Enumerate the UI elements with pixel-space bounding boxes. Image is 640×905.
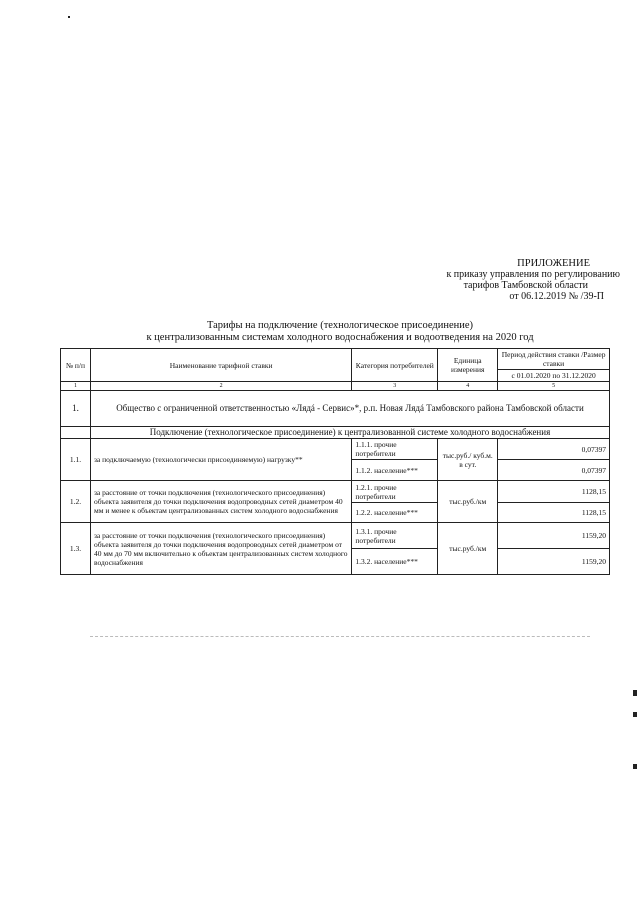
header-name: Наименование тарифной ставки (90, 349, 351, 382)
section-row (61, 427, 610, 439)
table-header-row (61, 349, 610, 370)
title-line-2: к централизованным системам холодного водоснабжения и водоотведения на 2020 год (146, 332, 534, 343)
document-title (60, 320, 620, 344)
row-number: 1.2. (61, 481, 91, 523)
header-unit: Единица измерения (438, 349, 498, 382)
col-number: 4 (438, 382, 498, 391)
scan-artifact-line (90, 636, 590, 637)
appendix-block (380, 258, 620, 302)
row-value: 0,07397 (498, 460, 610, 481)
table-row (61, 523, 610, 549)
tariff-table (60, 348, 610, 575)
row-value: 0,07397 (498, 439, 610, 460)
header-period: Период действия ставки /Размер ставки (498, 349, 610, 370)
row-value: 1128,15 (498, 481, 610, 503)
appendix-line-1: к приказу управления по регулированию (446, 269, 620, 280)
column-number-row (61, 382, 610, 391)
row-category: 1.3.1. прочие потребители (352, 523, 438, 549)
appendix-line-2: тарифов Тамбовской области (463, 280, 588, 291)
appendix-line-3: от 06.12.2019 № /39-П (509, 291, 604, 302)
org-row (61, 391, 610, 427)
scan-mark (68, 16, 70, 18)
row-category: 1.1.1. прочие потребители (352, 439, 438, 460)
row-unit: тыс.руб./км (438, 523, 498, 575)
col-number: 5 (498, 382, 610, 391)
col-number: 3 (352, 382, 438, 391)
table-row (61, 481, 610, 503)
header-period-range: с 01.01.2020 по 31.12.2020 (498, 370, 610, 382)
row-category: 1.3.2. население*** (352, 549, 438, 575)
row-value: 1159,20 (498, 523, 610, 549)
col-number: 2 (90, 382, 351, 391)
row-value: 1128,15 (498, 503, 610, 523)
table-row (61, 439, 610, 460)
row-unit: тыс.руб./ куб.м. в сут. (438, 439, 498, 481)
row-number: 1.3. (61, 523, 91, 575)
row-name: за подключаемую (технологически присоединяемую) нагрузку** (90, 439, 351, 481)
row-category: 1.1.2. население*** (352, 460, 438, 481)
header-category: Категория потребителей (352, 349, 438, 382)
org-name: Общество с ограниченной ответственностью «Лядá - Сервис»*, р.п. Новая Лядá Тамбовского района Тамбовской области (90, 391, 609, 427)
row-number: 1.1. (61, 439, 91, 481)
scan-mark (633, 690, 637, 696)
row-unit: тыс.руб./км (438, 481, 498, 523)
appendix-heading: ПРИЛОЖЕНИЕ (517, 258, 590, 269)
row-name: за расстояние от точки подключения (технологического присоединения) объекта заявителя до точки подключения водопроводных сетей диаметром 40 мм и менее к объектам централизованных систем холодного водоснабжения (90, 481, 351, 523)
header-no: № п/п (61, 349, 91, 382)
scan-mark (633, 712, 637, 717)
scan-mark (633, 764, 637, 769)
row-name: за расстояние от точки подключения (технологического присоединения) объекта заявителя до точки подключения водопроводных сетей диаметром от 40 мм до 70 мм включительно к объектам централизованных систем холодного водоснабжения (90, 523, 351, 575)
row-category: 1.2.2. население*** (352, 503, 438, 523)
row-value: 1159,20 (498, 549, 610, 575)
col-number: 1 (61, 382, 91, 391)
row-category: 1.2.1. прочие потребители (352, 481, 438, 503)
section-title: Подключение (технологическое присоединение) к централизованной системе холодного водоснабжения (90, 427, 609, 439)
org-number: 1. (61, 391, 91, 427)
title-line-1: Тарифы на подключение (технологическое присоединение) (206, 320, 473, 331)
